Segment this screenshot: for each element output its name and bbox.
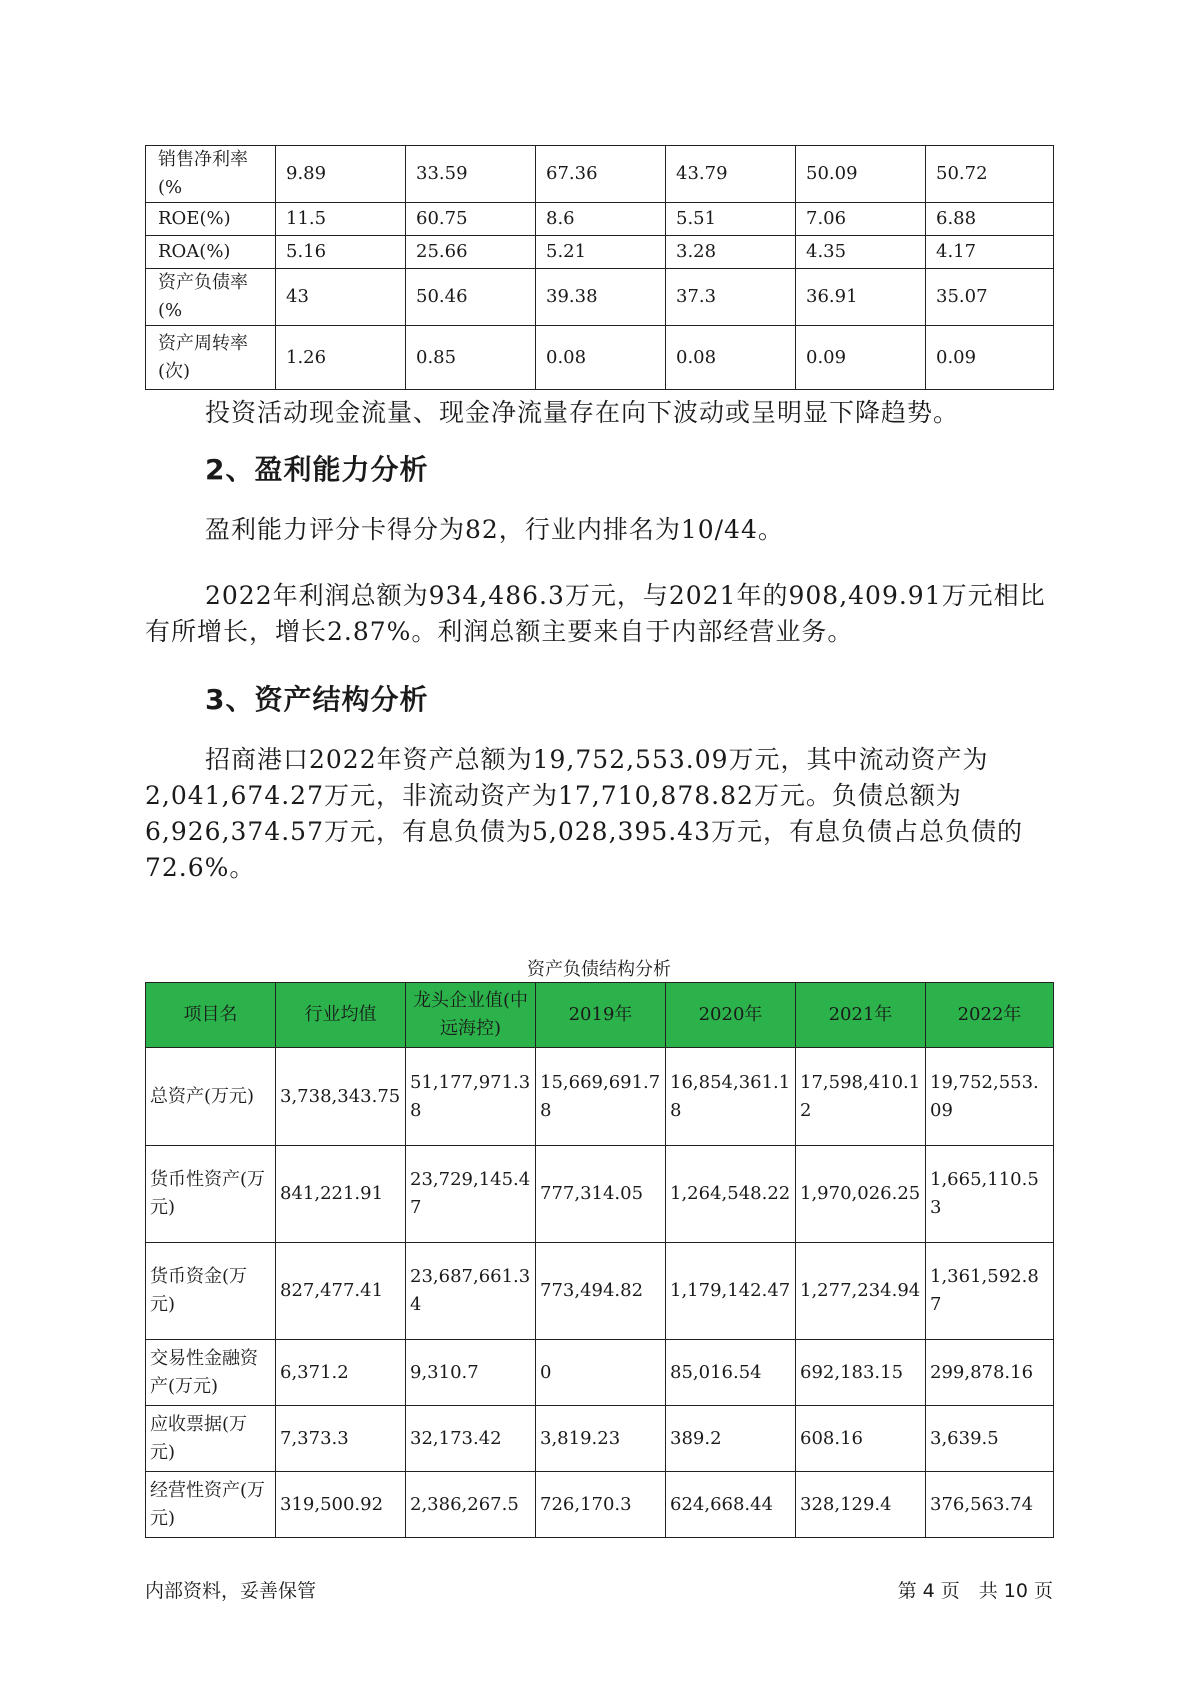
table-cell: 0.09: [926, 326, 1054, 390]
row-label: 货币资金(万元): [146, 1243, 276, 1340]
table-cell: 15,669,691.78: [536, 1048, 666, 1146]
table-cell: 11.5: [276, 203, 406, 236]
table-row: [146, 1340, 1054, 1406]
table-cell: 1,277,234.94: [796, 1243, 926, 1340]
table-cell: 0.09: [796, 326, 926, 390]
table-row: [146, 1472, 1054, 1538]
table-cell: 1.26: [276, 326, 406, 390]
table-cell: 0.08: [536, 326, 666, 390]
table-cell: 1,264,548.22: [666, 1146, 796, 1243]
table-cell: 23,687,661.34: [406, 1243, 536, 1340]
table-row: [146, 269, 1054, 326]
table-cell: 1,665,110.53: [926, 1146, 1054, 1243]
table-row: [146, 326, 1054, 390]
table-cell: 36.91: [796, 269, 926, 326]
column-header: 龙头企业值(中远海控): [406, 983, 536, 1048]
table-cell: 67.36: [536, 146, 666, 203]
table-cell: 43: [276, 269, 406, 326]
table-cell: 5.16: [276, 236, 406, 269]
table-cell: 39.38: [536, 269, 666, 326]
table-cell: 6,371.2: [276, 1340, 406, 1406]
paragraph-profit-total: 2022年利润总额为934,486.3万元，与2021年的908,409.91万元相比有所增长，增长2.87%。利润总额主要来自于内部经营业务。: [145, 581, 1046, 646]
table-cell: 841,221.91: [276, 1146, 406, 1243]
table-cell: 0.85: [406, 326, 536, 390]
paragraph-profit-score: 盈利能力评分卡得分为82，行业内排名为10/44。: [205, 515, 784, 544]
row-label: 应收票据(万元): [146, 1406, 276, 1472]
table-cell: 23,729,145.47: [406, 1146, 536, 1243]
table-row: [146, 236, 1054, 269]
paragraph-cashflow: 投资活动现金流量、现金净流量存在向下波动或呈明显下降趋势。: [205, 398, 960, 427]
table-cell: 17,598,410.12: [796, 1048, 926, 1146]
table-cell: 19,752,553.09: [926, 1048, 1054, 1146]
table-cell: 43.79: [666, 146, 796, 203]
table-cell: 5.21: [536, 236, 666, 269]
row-label: 货币性资产(万元): [146, 1146, 276, 1243]
table-cell: 299,878.16: [926, 1340, 1054, 1406]
table-cell: 3,819.23: [536, 1406, 666, 1472]
table-cell: 50.09: [796, 146, 926, 203]
section-heading-asset-structure: 3、资产结构分析: [205, 683, 429, 716]
table-row: [146, 203, 1054, 236]
paragraph-asset-structure: 招商港口2022年资产总额为19,752,553.09万元，其中流动资产为2,041,674.27万元，非流动资产为17,710,878.82万元。负债总额为6,926,374.57万元，有息负债为5,028,395.43万元，有息负债占总负债的72.6%。: [145, 745, 1023, 882]
column-header: 项目名: [146, 983, 276, 1048]
balance-sheet-structure-table: [145, 982, 1054, 1538]
column-header: 2019年: [536, 983, 666, 1048]
column-header: 2020年: [666, 983, 796, 1048]
row-label: ROE(%): [146, 203, 276, 236]
table-cell: 3.28: [666, 236, 796, 269]
column-header: 2021年: [796, 983, 926, 1048]
table-cell: 328,129.4: [796, 1472, 926, 1538]
row-label: 总资产(万元): [146, 1048, 276, 1146]
table-cell: 624,668.44: [666, 1472, 796, 1538]
table-cell: 32,173.42: [406, 1406, 536, 1472]
financial-ratio-table: [145, 145, 1054, 390]
table-cell: 4.17: [926, 236, 1054, 269]
table-cell: 3,639.5: [926, 1406, 1054, 1472]
table-cell: 777,314.05: [536, 1146, 666, 1243]
table-cell: 773,494.82: [536, 1243, 666, 1340]
table-cell: 7,373.3: [276, 1406, 406, 1472]
table-cell: 25.66: [406, 236, 536, 269]
section-heading-profitability: 2、盈利能力分析: [205, 453, 429, 486]
table-cell: 50.72: [926, 146, 1054, 203]
table-row: [146, 1048, 1054, 1146]
table-row: [146, 1146, 1054, 1243]
table-cell: 1,970,026.25: [796, 1146, 926, 1243]
table-cell: 7.06: [796, 203, 926, 236]
table-caption: 资产负债结构分析: [527, 959, 671, 980]
table-cell: 51,177,971.38: [406, 1048, 536, 1146]
row-label: 销售净利率(%: [146, 146, 276, 203]
table-cell: 4.35: [796, 236, 926, 269]
table-cell: 5.51: [666, 203, 796, 236]
table-cell: 0.08: [666, 326, 796, 390]
table-cell: 50.46: [406, 269, 536, 326]
column-header: 2022年: [926, 983, 1054, 1048]
row-label: 资产周转率(次): [146, 326, 276, 390]
table-cell: 692,183.15: [796, 1340, 926, 1406]
row-label: 资产负债率(%: [146, 269, 276, 326]
table-cell: 1,179,142.47: [666, 1243, 796, 1340]
table-cell: 35.07: [926, 269, 1054, 326]
table-row: [146, 1406, 1054, 1472]
table-cell: 726,170.3: [536, 1472, 666, 1538]
table-cell: 9,310.7: [406, 1340, 536, 1406]
table-cell: 2,386,267.5: [406, 1472, 536, 1538]
row-label: 交易性金融资产(万元): [146, 1340, 276, 1406]
table-cell: 319,500.92: [276, 1472, 406, 1538]
table-cell: 9.89: [276, 146, 406, 203]
table-cell: 608.16: [796, 1406, 926, 1472]
table-row: [146, 146, 1054, 203]
table-cell: 85,016.54: [666, 1340, 796, 1406]
table-cell: 389.2: [666, 1406, 796, 1472]
table-cell: 16,854,361.18: [666, 1048, 796, 1146]
footer-page-number: 第 4 页 共 10 页: [897, 1580, 1053, 1602]
row-label: ROA(%): [146, 236, 276, 269]
column-header: 行业均值: [276, 983, 406, 1048]
row-label: 经营性资产(万元): [146, 1472, 276, 1538]
table-cell: 0: [536, 1340, 666, 1406]
table-row: [146, 1243, 1054, 1340]
table-cell: 33.59: [406, 146, 536, 203]
table-header-row: [146, 983, 1054, 1048]
table-cell: 6.88: [926, 203, 1054, 236]
table-cell: 37.3: [666, 269, 796, 326]
table-cell: 60.75: [406, 203, 536, 236]
table-cell: 827,477.41: [276, 1243, 406, 1340]
footer-confidential-note: 内部资料，妥善保管: [145, 1580, 317, 1602]
table-cell: 3,738,343.75: [276, 1048, 406, 1146]
table-cell: 8.6: [536, 203, 666, 236]
table-cell: 376,563.74: [926, 1472, 1054, 1538]
table-cell: 1,361,592.87: [926, 1243, 1054, 1340]
